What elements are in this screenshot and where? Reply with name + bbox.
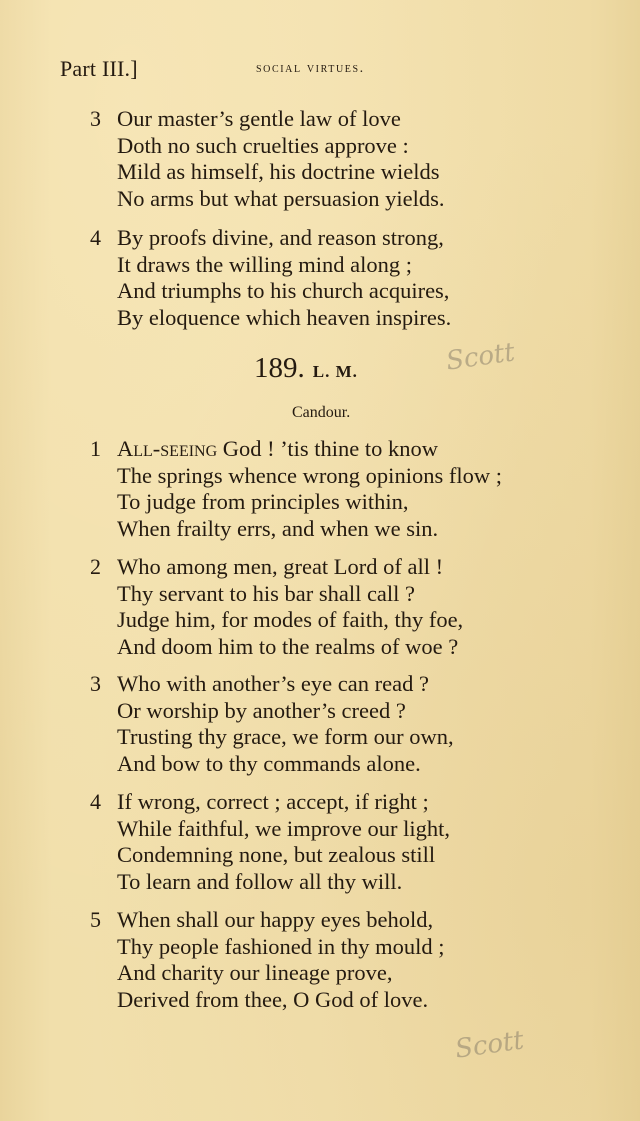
verse-line: Judge him, for modes of faith, thy foe, [117, 607, 464, 633]
verse-line: If wrong, correct ; accept, if right ; [117, 789, 429, 814]
part-label: Part III.] [60, 56, 138, 81]
pencil-annotation: Scott [444, 337, 517, 377]
verse-line: Condemning none, but zealous still [117, 842, 436, 868]
verse-line: Or worship by another’s creed ? [117, 697, 406, 723]
verse-line: Who among men, great Lord of all ! [117, 554, 444, 579]
stanza-number: 4 [90, 789, 101, 814]
stanza-number: 3 [90, 671, 101, 696]
first-word: All-seeing [117, 436, 218, 461]
pencil-annotation: Scott [453, 1025, 526, 1065]
first-line-rest: God ! ’tis thine to know [217, 436, 438, 461]
stanza-lines [117, 225, 451, 331]
hymn-heading [254, 352, 358, 385]
verse-line: Derived from thee, O God of love. [117, 986, 429, 1012]
verse-line: Mild as himself, his doctrine wields [117, 159, 440, 185]
verse-line: And charity our lineage prove, [117, 960, 393, 986]
verse-line: Thy people fashioned in thy mould ; [117, 933, 445, 959]
verse-line: Thy servant to his bar shall call ? [117, 580, 416, 606]
stanza-number: 2 [90, 554, 101, 579]
verse-line: Our master’s gentle law of love [117, 106, 401, 131]
stanza-number: 3 [90, 106, 101, 131]
verse-line: While faithful, we improve our light, [117, 815, 451, 841]
verse-line: And bow to thy commands alone. [117, 750, 421, 776]
verse-line [117, 436, 502, 463]
verse-line: Trusting thy grace, we form our own, [117, 724, 454, 750]
verse-line: To judge from principles within, [117, 489, 409, 515]
verse-line: To learn and follow all thy will. [117, 868, 403, 894]
section-title: social virtues. [256, 61, 365, 76]
verse-line: When shall our happy eyes behold, [117, 907, 434, 932]
verse-line: Who with another’s eye can read ? [117, 671, 429, 696]
verse-line: The springs whence wrong opinions flow ; [117, 462, 502, 488]
hymn-meter: L. M. [312, 362, 358, 381]
verse-line: And doom him to the realms of woe ? [117, 633, 459, 659]
stanza-lines [117, 554, 463, 660]
stanza-number: 4 [90, 225, 101, 250]
stanza-number: 1 [90, 436, 101, 461]
hymn-number: 189. [254, 352, 305, 384]
running-head [60, 56, 580, 86]
stanza-number: 5 [90, 907, 101, 932]
verse-line: By eloquence which heaven inspires. [117, 304, 452, 330]
verse-line: And triumphs to his church acquires, [117, 278, 450, 304]
verse-line: No arms but what persuasion yields. [117, 185, 445, 211]
verse-line: When frailty errs, and when we sin. [117, 515, 439, 541]
stanza-lines [117, 789, 450, 895]
verse-line: By proofs divine, and reason strong, [117, 225, 444, 250]
hymn-title: Candour. [292, 404, 351, 421]
stanza-lines [117, 436, 502, 542]
verse-line: It draws the willing mind along ; [117, 251, 412, 277]
stanza-lines [117, 671, 454, 777]
stanza-lines [117, 106, 444, 212]
stanza-lines [117, 907, 444, 1013]
verse-line: Doth no such cruelties approve : [117, 132, 409, 158]
